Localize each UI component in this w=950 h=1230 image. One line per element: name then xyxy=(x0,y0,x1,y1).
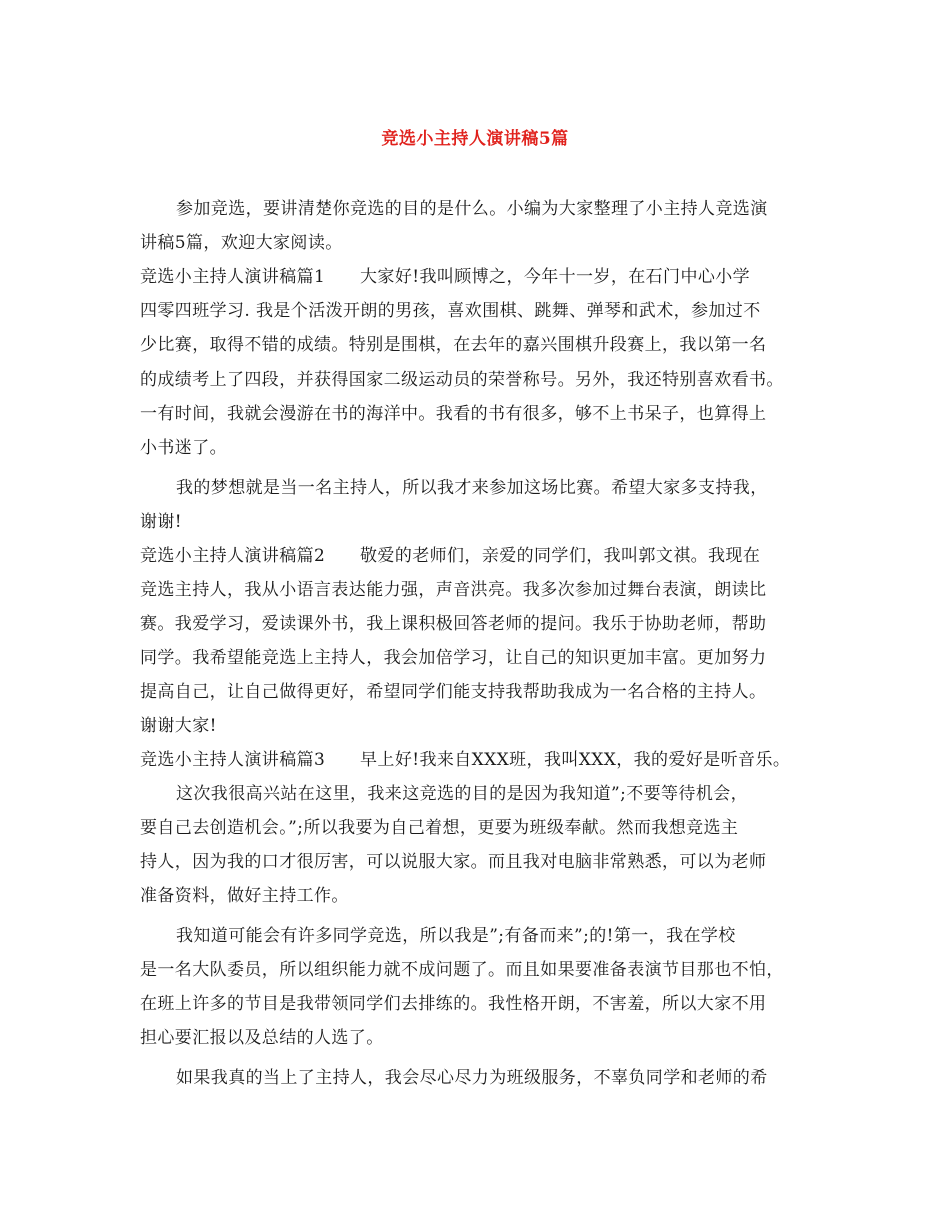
paragraph-line: 同学。我希望能竞选上主持人，我会加倍学习，让自己的知识更加丰富。更加努力 xyxy=(140,648,767,668)
paragraph-line: 是一名大队委员，所以组织能力就不成问题了。而且如果要准备表演节目那也不怕， xyxy=(140,960,784,980)
paragraph-line: 竞选小主持人演讲稿篇2 敬爱的老师们，亲爱的同学们，我叫郭文祺。我现在 xyxy=(140,546,761,566)
paragraph-line: 如果我真的当上了主持人，我会尽心尽力为班级服务，不辜负同学和老师的希 xyxy=(176,1068,768,1088)
paragraph-line: 在班上许多的节目是我带领同学们去排练的。我性格开朗，不害羞，所以大家不用 xyxy=(140,994,767,1014)
paragraph-line: 谢谢大家! xyxy=(140,716,217,736)
paragraph-line: 少比赛，取得不错的成绩。特别是围棋，在去年的嘉兴围棋升段赛上，我以第一名 xyxy=(140,335,767,355)
paragraph-line: 参加竞选，要讲清楚你竞选的目的是什么。小编为大家整理了小主持人竞选演 xyxy=(176,199,768,219)
paragraph-line: 持人，因为我的口才很厉害，可以说服大家。而且我对电脑非常熟悉，可以为老师 xyxy=(140,852,767,872)
paragraph-line: 担心要汇报以及总结的人选了。 xyxy=(140,1028,384,1048)
paragraph-line: 竞选小主持人演讲稿篇1 大家好!我叫顾博之，今年十一岁，在石门中心小学 xyxy=(140,267,751,287)
document-title: 竞选小主持人演讲稿5篇 xyxy=(381,129,569,149)
paragraph-line: 我知道可能会有许多同学竞选，所以我是”;有备而来”;的!第一，我在学校 xyxy=(176,926,736,946)
paragraph-line: 谢谢! xyxy=(140,512,183,532)
paragraph-line: 赛。我爱学习，爱读课外书，我上课积极回答老师的提问。我乐于协助老师，帮助 xyxy=(140,614,767,634)
paragraph-line: 提高自己，让自己做得更好，希望同学们能支持我帮助我成为一名合格的主持人。 xyxy=(140,682,767,702)
paragraph-line: 我的梦想就是当一名主持人，所以我才来参加这场比赛。希望大家多支持我， xyxy=(176,478,768,498)
paragraph-line: 竞选小主持人演讲稿篇3 早上好!我来自XXX班，我叫XXX，我的爱好是听音乐。 xyxy=(140,750,791,770)
paragraph-line: 准备资料，做好主持工作。 xyxy=(140,886,349,906)
paragraph-line: 竞选主持人，我从小语言表达能力强，声音洪亮。我多次参加过舞台表演，朗读比 xyxy=(140,580,767,600)
paragraph-line: 的成绩考上了四段，并获得国家二级运动员的荣誉称号。另外，我还特别喜欢看书。 xyxy=(140,370,784,390)
paragraph-line: 讲稿5篇，欢迎大家阅读。 xyxy=(140,233,343,253)
paragraph-line: 小书迷了。 xyxy=(140,438,227,458)
paragraph-line: 这次我很高兴站在这里，我来这竞选的目的是因为我知道”;不要等待机会， xyxy=(176,784,749,804)
paragraph-line: 一有时间，我就会漫游在书的海洋中。我看的书有很多，够不上书呆子，也算得上 xyxy=(140,404,767,424)
paragraph-line: 要自己去创造机会。”;所以我要为自己着想，更要为班级奉献。然而我想竞选主 xyxy=(140,818,739,838)
paragraph-line: 四零四班学习. 我是个活泼开朗的男孩，喜欢围棋、跳舞、弹琴和武术，参加过不 xyxy=(140,301,761,321)
